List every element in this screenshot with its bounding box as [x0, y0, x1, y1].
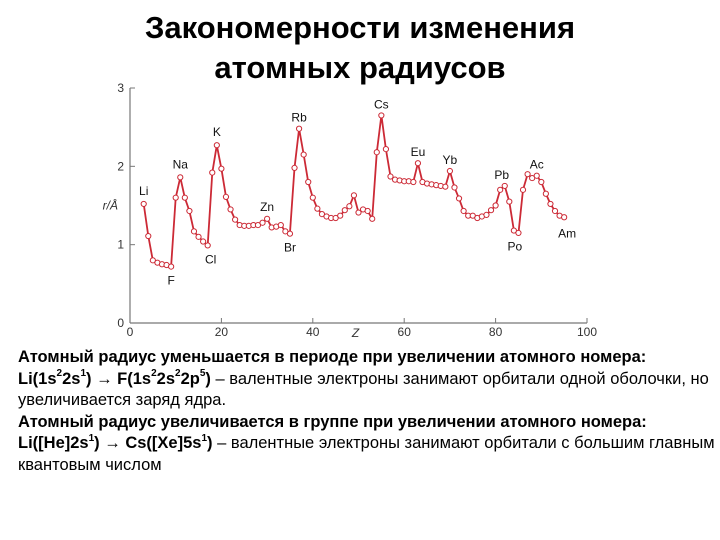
element-label: K: [212, 125, 221, 140]
data-point: [484, 212, 489, 217]
data-point: [461, 208, 466, 213]
arrow: →: [99, 434, 126, 453]
period-explanation: – валентные электроны занимают орбитали одной оболочки, но увеличивается заряд ядра.: [18, 369, 709, 410]
data-point: [493, 203, 498, 208]
data-point: [141, 201, 146, 206]
element-label: Eu: [410, 145, 426, 160]
f-formula: $F(1s^22s^22p^5)$: [117, 368, 211, 388]
y-tick-label: 2: [117, 159, 124, 174]
group-rule-text: Атомный радиус увеличивается в группе при увеличении атомного номера:: [18, 412, 647, 431]
data-point: [347, 204, 352, 209]
data-point: [338, 213, 343, 218]
title-line-2: атомных радиусов: [214, 50, 506, 85]
data-point: [552, 208, 557, 213]
data-point: [452, 185, 457, 190]
x-tick-label: 20: [214, 325, 229, 339]
cs-config: $Cs([Xe]5s^1)$: [125, 432, 213, 453]
data-point: [548, 201, 553, 206]
data-point: [292, 165, 297, 170]
y-tick-label: 0: [117, 316, 124, 330]
group-explanation: – валентные электроны занимают орбитали с большим главным квантовым числом: [18, 434, 715, 474]
x-tick-label: 100: [576, 325, 598, 339]
data-point: [265, 216, 270, 221]
y-tick-label: 3: [117, 81, 124, 95]
data-point: [173, 195, 178, 200]
data-point: [502, 183, 507, 188]
element-label: Rb: [291, 110, 307, 125]
element-label: Na: [172, 157, 188, 172]
period-rule-text: Атомный радиус уменьшается в периоде при увеличении атомного номера:: [18, 348, 647, 366]
data-point: [447, 168, 452, 173]
element-label: Zn: [260, 199, 275, 214]
explanation-text: [18, 347, 718, 477]
data-point: [296, 126, 301, 131]
title-line-1: Закономерности изменения: [144, 10, 576, 45]
element-label: Br: [283, 240, 296, 255]
data-point: [301, 152, 306, 157]
data-point: [205, 243, 210, 248]
li-config: $Li([He]2s^1)$: [18, 432, 100, 453]
li-formula: $Li(1s^22s^1)$: [18, 368, 92, 388]
data-point: [315, 206, 320, 211]
element-label: Li: [139, 183, 149, 198]
data-point: [214, 143, 219, 148]
data-point: [456, 196, 461, 201]
data-point: [169, 264, 174, 269]
element-label: F: [167, 273, 175, 288]
data-point: [310, 195, 315, 200]
data-point: [383, 147, 388, 152]
data-point: [562, 215, 567, 220]
data-point: [415, 161, 420, 166]
data-point: [488, 208, 493, 213]
y-axis-label: r/Å: [102, 198, 118, 213]
data-point: [278, 222, 283, 227]
data-point: [543, 191, 548, 196]
data-point: [210, 170, 215, 175]
x-tick-label: 40: [306, 325, 320, 339]
data-point: [411, 179, 416, 184]
data-point: [379, 113, 384, 118]
data-point: [187, 208, 192, 213]
data-point: [306, 179, 311, 184]
data-point: [287, 231, 292, 236]
element-label: Cl: [205, 252, 217, 267]
data-point: [351, 193, 356, 198]
data-point: [374, 150, 379, 155]
data-point: [443, 184, 448, 189]
data-point: [178, 175, 183, 180]
y-tick-label: 1: [117, 237, 124, 252]
data-point: [365, 208, 370, 213]
data-point: [228, 207, 233, 212]
data-point: [223, 194, 228, 199]
data-point: [507, 199, 512, 204]
arrow: →: [91, 369, 118, 388]
group-example: [18, 433, 718, 476]
data-point: [516, 230, 521, 235]
x-tick-label: 60: [397, 325, 411, 339]
element-label: Am: [558, 226, 577, 241]
data-point: [196, 234, 201, 239]
data-point: [370, 216, 375, 221]
x-axis-label: Z: [351, 326, 360, 340]
data-point: [534, 173, 539, 178]
element-label: Cs: [374, 97, 389, 112]
x-tick-label: 0: [126, 325, 134, 339]
data-point: [182, 195, 187, 200]
data-point: [525, 172, 530, 177]
data-point: [146, 233, 151, 238]
data-point: [260, 220, 265, 225]
element-label: Ac: [529, 157, 544, 172]
period-example: [18, 369, 718, 412]
element-label: Pb: [494, 167, 510, 182]
element-label: Po: [507, 239, 523, 254]
data-point: [539, 179, 544, 184]
data-point: [498, 187, 503, 192]
data-point: [342, 208, 347, 213]
x-tick-label: 80: [488, 325, 503, 339]
data-point: [219, 166, 224, 171]
data-point: [201, 239, 206, 244]
data-point: [520, 187, 525, 192]
data-point: [233, 217, 238, 222]
data-point: [191, 229, 196, 234]
element-label: Yb: [442, 153, 458, 168]
